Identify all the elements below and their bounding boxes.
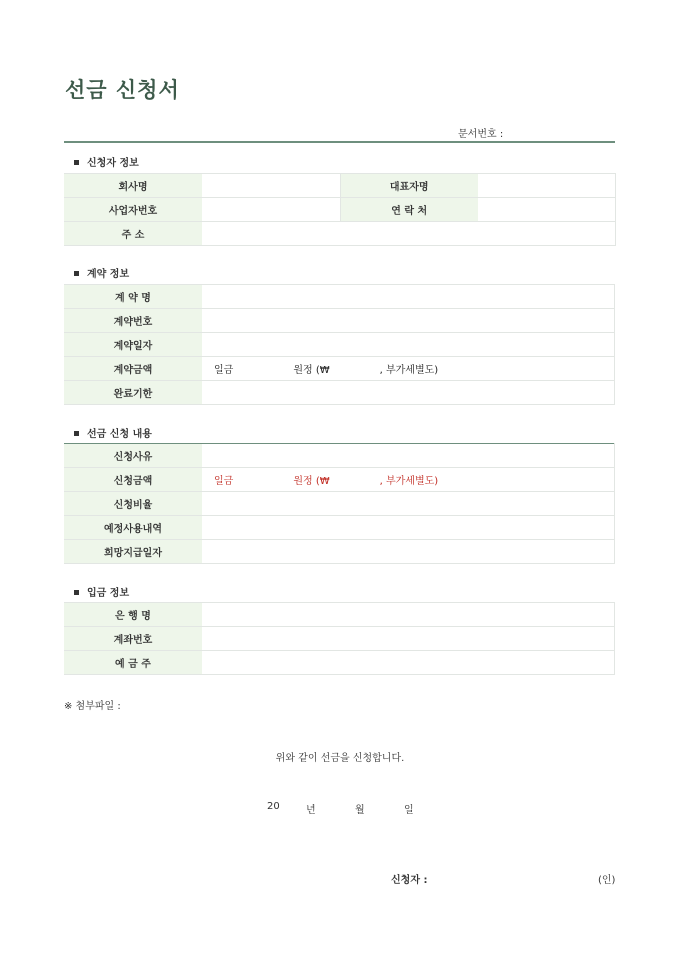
table-row — [64, 222, 615, 246]
bank-name-label: 은 행 명 — [64, 603, 202, 627]
header-divider — [64, 141, 615, 143]
bullet-square-icon — [74, 590, 79, 595]
amount-suffix: , 부가세별도) — [379, 476, 439, 487]
section-heading-applicant — [74, 154, 139, 169]
contract-amount-field[interactable] — [202, 357, 615, 381]
request-amount-label: 신청금액 — [64, 468, 202, 492]
amount-won: 원정 (₩ — [293, 476, 330, 487]
amount-prefix: 일금 — [214, 365, 234, 376]
contract-date-label: 계약일자 — [64, 333, 202, 357]
desired-payment-date-label: 희망지급일자 — [64, 540, 202, 564]
doc-number-label: 문서번호 : — [458, 129, 504, 140]
section-heading-text: 선금 신청 내용 — [87, 429, 152, 440]
amount-won: 원정 (₩ — [293, 365, 330, 376]
contact-field[interactable] — [478, 198, 615, 222]
table-row — [64, 603, 615, 627]
company-name-label: 회사명 — [64, 174, 202, 198]
request-amount-field[interactable] — [202, 468, 615, 492]
table-row — [64, 540, 615, 564]
address-label: 주 소 — [64, 222, 202, 246]
table-row — [64, 651, 615, 675]
date-day-unit: 일 — [404, 805, 414, 816]
bullet-square-icon — [74, 160, 79, 165]
planned-usage-label: 예정사용내역 — [64, 516, 202, 540]
page-title: 선금 신청서 — [65, 78, 180, 102]
request-reason-label: 신청사유 — [64, 444, 202, 468]
section-heading-text: 입금 정보 — [87, 588, 130, 599]
advance-request-table — [64, 443, 615, 564]
table-row — [64, 381, 615, 405]
table-row — [64, 468, 615, 492]
request-ratio-label: 신청비율 — [64, 492, 202, 516]
applicant-sign-label: 신청자 : — [391, 875, 428, 886]
bullet-square-icon — [74, 431, 79, 436]
account-number-field[interactable] — [202, 627, 615, 651]
amount-suffix: , 부가세별도) — [379, 365, 439, 376]
completion-deadline-field[interactable] — [202, 381, 615, 405]
representative-label: 대표자명 — [340, 174, 478, 198]
date-year-unit: 년 — [306, 805, 316, 816]
address-field[interactable] — [202, 222, 615, 246]
section-heading-text: 신청자 정보 — [87, 158, 139, 169]
account-holder-label: 예 금 주 — [64, 651, 202, 675]
contract-number-field[interactable] — [202, 309, 615, 333]
table-row — [64, 309, 615, 333]
planned-usage-field[interactable] — [202, 516, 615, 540]
seal-label: (인) — [598, 875, 616, 886]
contact-label: 연 락 처 — [340, 198, 478, 222]
table-row — [64, 333, 615, 357]
bullet-square-icon — [74, 271, 79, 276]
request-ratio-field[interactable] — [202, 492, 615, 516]
applicant-info-table — [64, 173, 616, 246]
table-row — [64, 492, 615, 516]
contract-name-label: 계 약 명 — [64, 285, 202, 309]
contract-amount-label: 계약금액 — [64, 357, 202, 381]
section-heading-deposit — [74, 584, 129, 599]
company-name-field[interactable] — [202, 174, 340, 198]
attachment-label: ※ 첨부파일 : — [64, 701, 121, 712]
account-number-label: 계좌번호 — [64, 627, 202, 651]
amount-prefix: 일금 — [214, 476, 234, 487]
table-row — [64, 198, 615, 222]
table-row — [64, 174, 615, 198]
table-row — [64, 285, 615, 309]
representative-field[interactable] — [478, 174, 615, 198]
date-month-unit: 월 — [355, 805, 365, 816]
account-holder-field[interactable] — [202, 651, 615, 675]
section-heading-text: 계약 정보 — [87, 269, 130, 280]
completion-deadline-label: 완료기한 — [64, 381, 202, 405]
desired-payment-date-field[interactable] — [202, 540, 615, 564]
table-row — [64, 516, 615, 540]
section-heading-contract — [74, 265, 129, 280]
bank-name-field[interactable] — [202, 603, 615, 627]
contract-date-field[interactable] — [202, 333, 615, 357]
deposit-info-table — [64, 602, 615, 675]
date-year: 20 — [267, 801, 280, 812]
contract-name-field[interactable] — [202, 285, 615, 309]
table-row — [64, 357, 615, 381]
section-heading-advance — [74, 425, 152, 440]
request-reason-field[interactable] — [202, 444, 615, 468]
contract-number-label: 계약번호 — [64, 309, 202, 333]
request-statement: 위와 같이 선금을 신청합니다. — [275, 753, 405, 764]
table-row — [64, 444, 615, 468]
table-row — [64, 627, 615, 651]
business-number-label: 사업자번호 — [64, 198, 202, 222]
contract-info-table — [64, 284, 615, 405]
business-number-field[interactable] — [202, 198, 340, 222]
